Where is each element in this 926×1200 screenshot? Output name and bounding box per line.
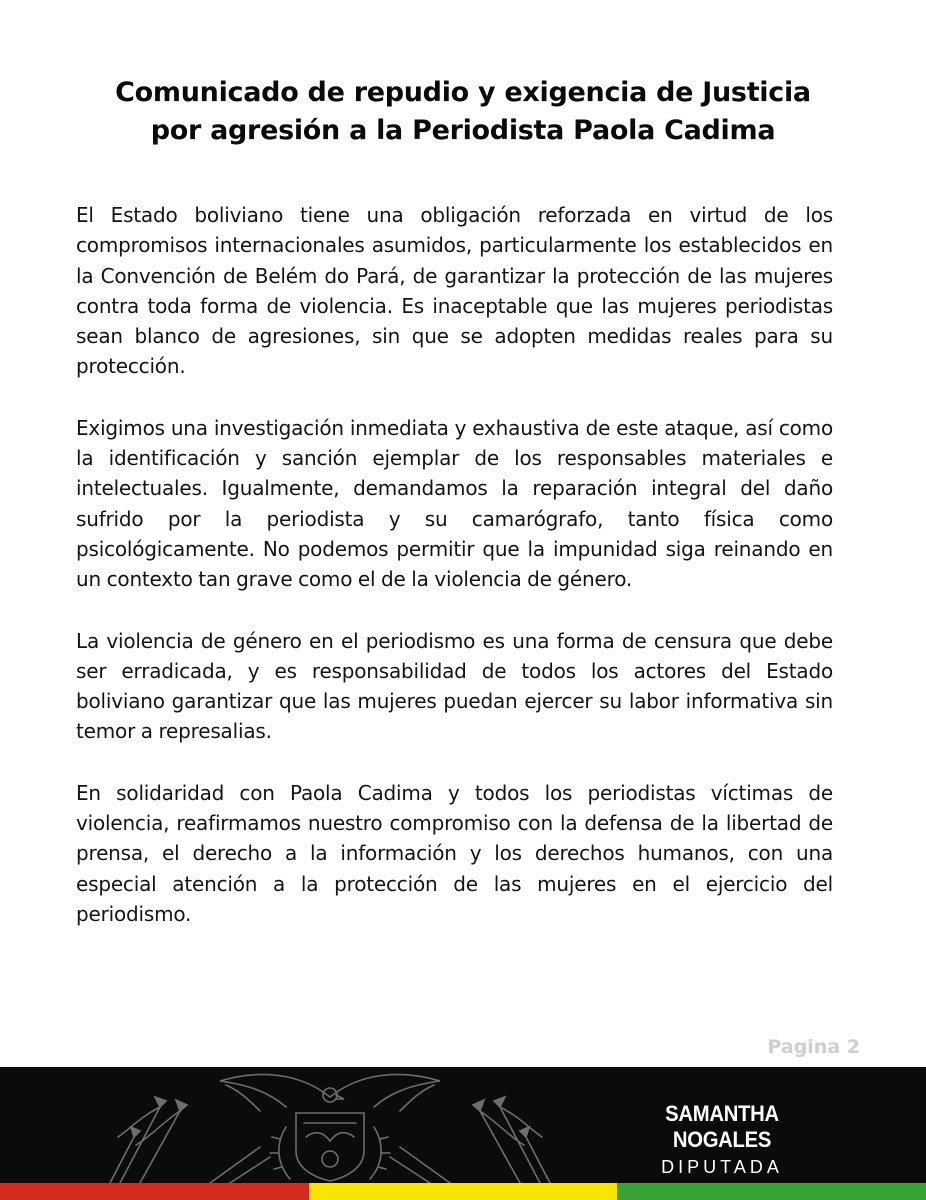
paragraph-1: El Estado boliviano tiene una obligación reforzada en virtud de los compromisos internacionales asumidos, particularmente los establecidos en la Convención de Belém do Pará, de garantizar la protección de las mujeres contra toda forma de violencia. Es inaceptable que las mujeres periodistas sean blanco de agresiones, sin que se adopten medidas reales para su protección. — [76, 203, 833, 379]
page-number: Pagina 2 — [767, 1036, 860, 1058]
footer-bar — [0, 1067, 926, 1183]
bolivia-coat-of-arms-icon — [100, 1067, 560, 1183]
title-line-2: por agresión a la Periodista Paola Cadima — [150, 115, 776, 146]
paragraph-2: Exigimos una investigación inmediata y exhaustiva de este ataque, así como la identificación y sanción ejemplar de los responsables materiales e intelectuales. Igualmente, demandamos la reparación integral del daño sufrido por la periodista y su camarógrafo, tanto física como psicológicamente. No podemos permitir que la impunidad siga reinando en un contexto tan grave como el de la violencia de género. — [76, 415, 833, 592]
flag-yellow-stripe — [309, 1183, 618, 1200]
signatory-role: DIPUTADA — [661, 1157, 783, 1177]
flag-red-stripe — [0, 1183, 309, 1200]
document-title — [40, 74, 886, 150]
signatory-name: SAMANTHA NOGALES — [665, 1101, 779, 1152]
flag-green-stripe — [617, 1183, 926, 1200]
document-body — [76, 200, 833, 960]
title-line-1: Comunicado de repudio y exigencia de Justicia — [115, 77, 811, 108]
signature-block — [604, 1101, 840, 1177]
paragraph-3: La violencia de género en el periodismo es una forma de censura que debe ser erradicada, y es responsabilidad de todos los actores del Estado boliviano garantizar que las mujeres puedan ejercer su labor informativa sin temor a represalias. — [76, 628, 833, 744]
paragraph-4: En solidaridad con Paola Cadima y todos los periodistas víctimas de violencia, reafirmamos nuestro compromiso con la defensa de la libertad de prensa, el derecho a la información y los derechos humanos, con una especial atención a la protección de las mujeres en el ejercicio del periodismo. — [76, 780, 833, 926]
bolivian-flag-stripe — [0, 1183, 926, 1200]
